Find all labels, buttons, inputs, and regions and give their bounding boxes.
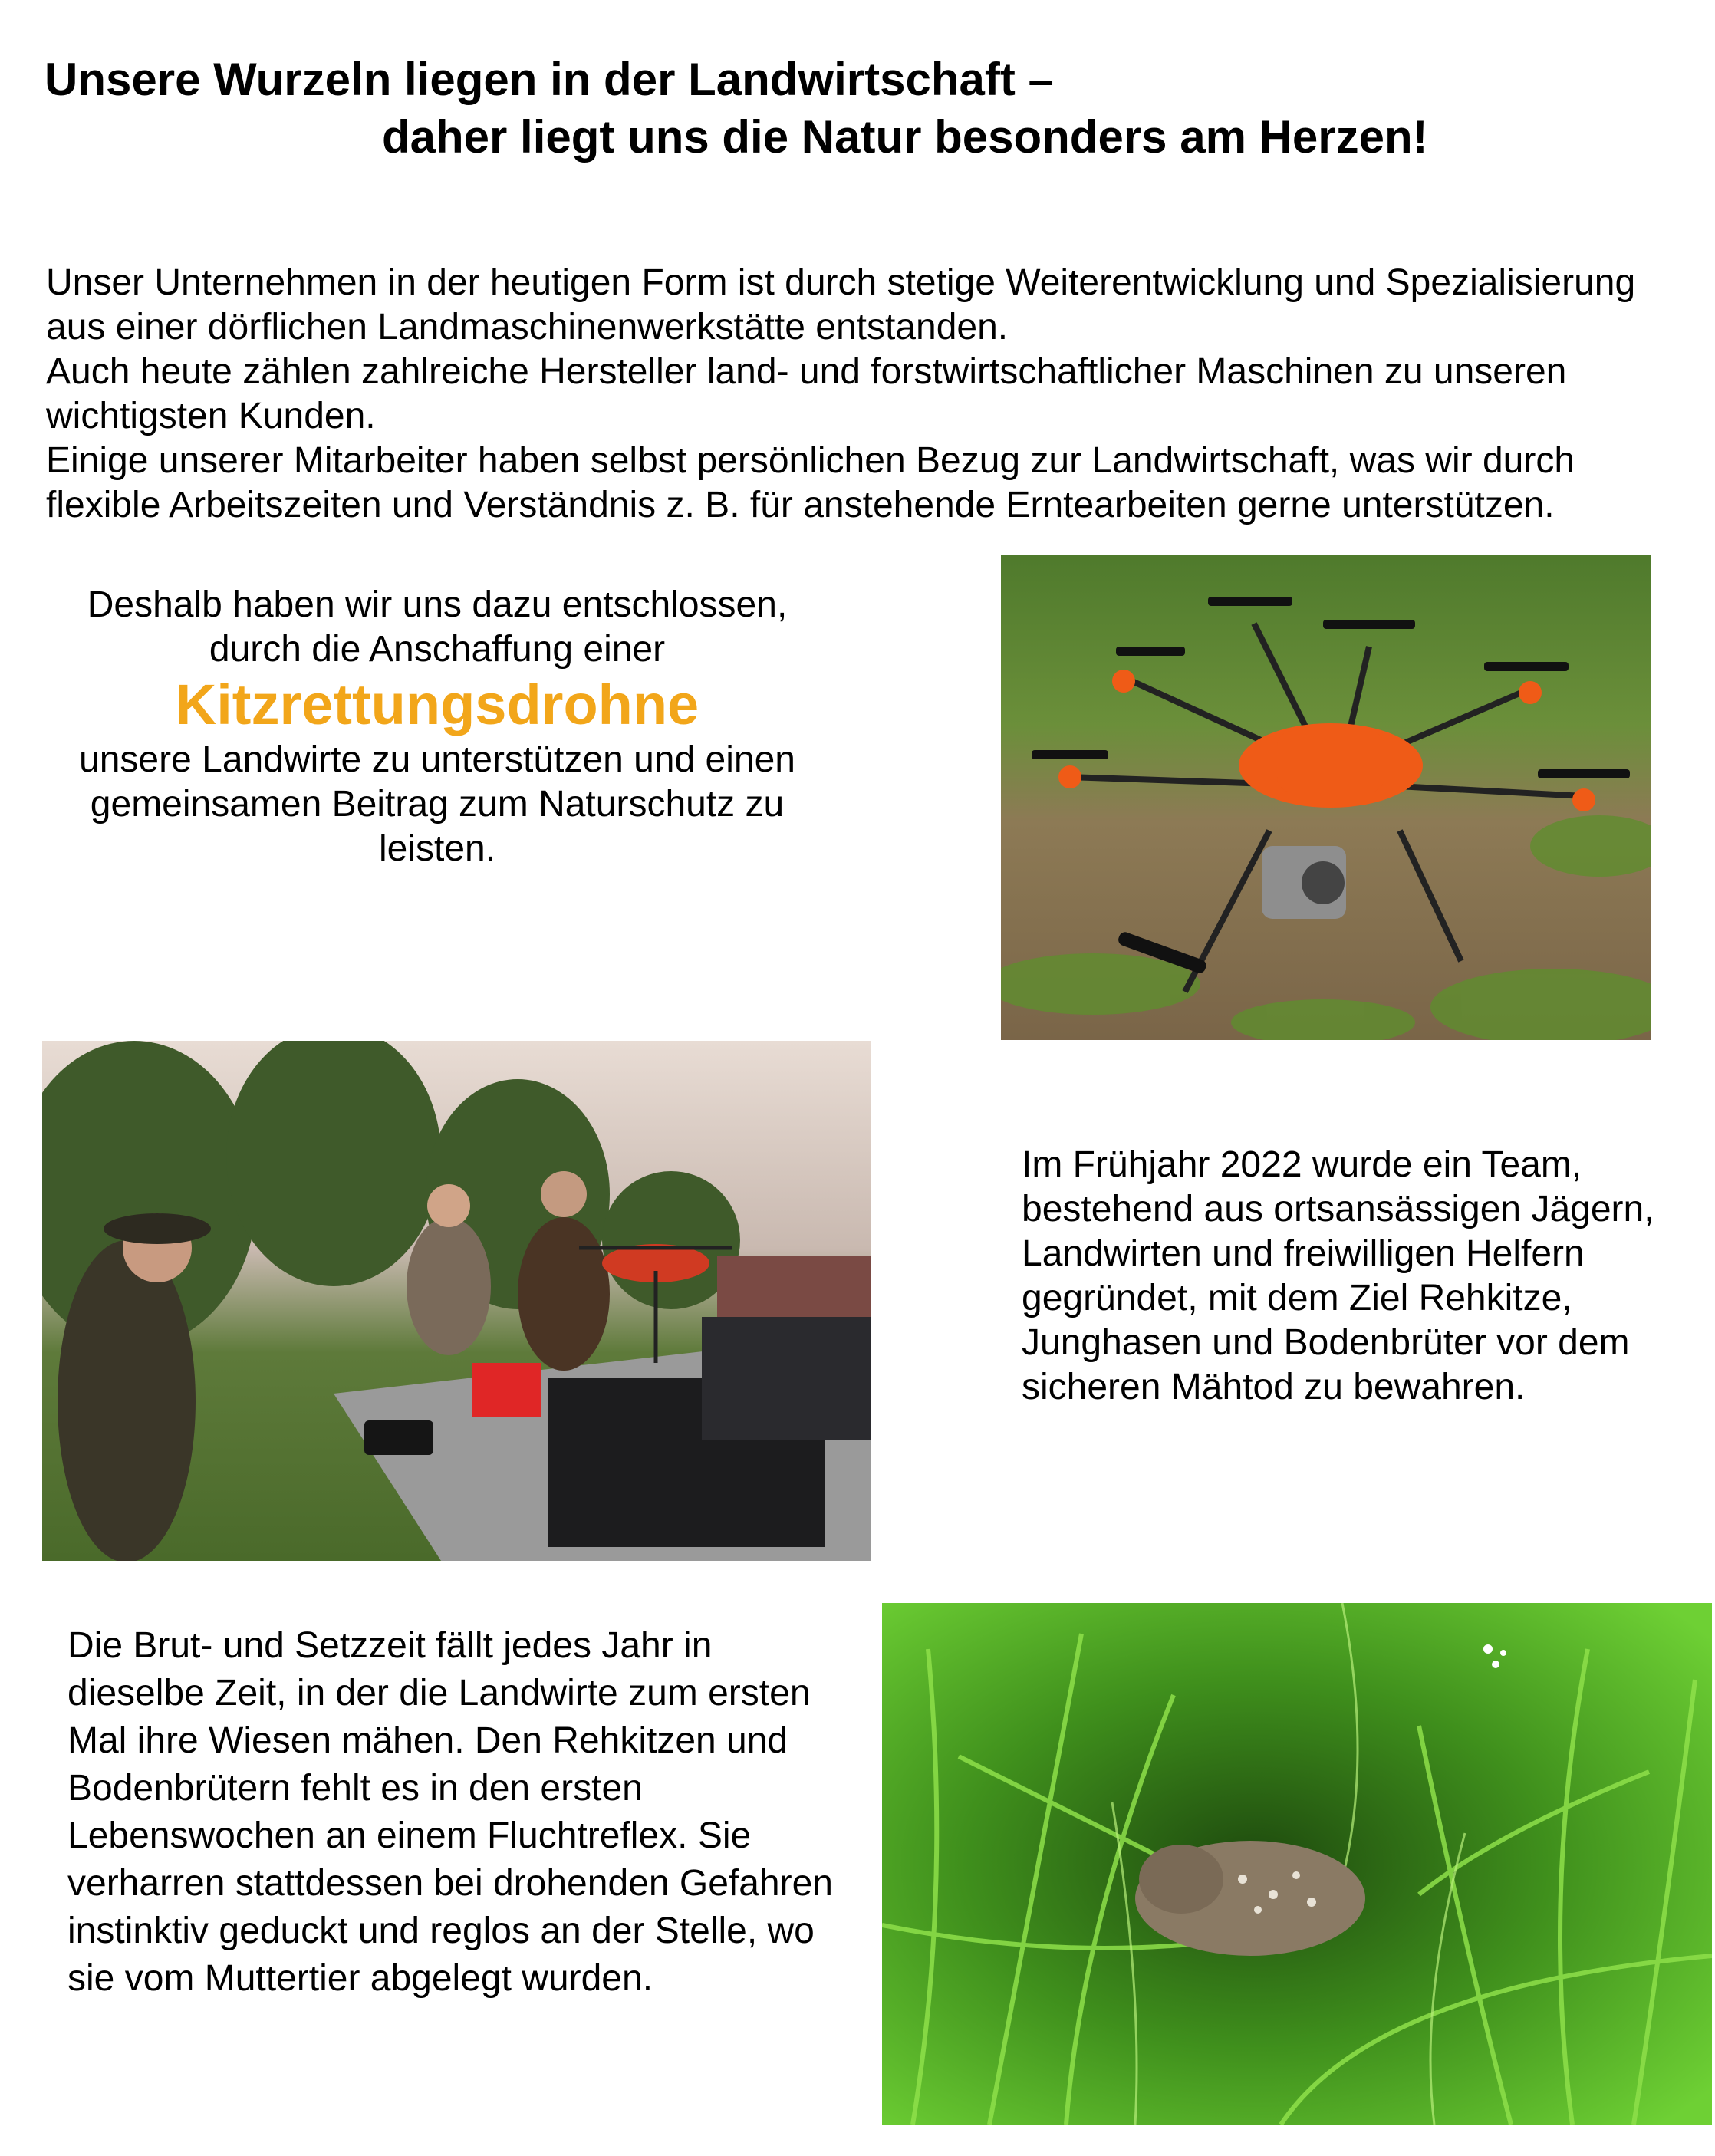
intro-paragraph: Einige unserer Mitarbeiter haben selbst persönlichen Bezug zur Landwirtschaft, was wir durch flexible Arbeitszeiten und Verständnis z. B. für anstehende Erntearbeiten gerne unterstützen.: [46, 440, 1575, 525]
drone-photo: [1001, 555, 1651, 1040]
kitz-highlight-word: Kitzrettungsdrohne: [175, 673, 699, 736]
page-title-line-1: Unsere Wurzeln liegen in der Landwirtschaft –: [44, 54, 1054, 105]
kitz-drone-section: [42, 583, 832, 871]
team-text: Im Frühjahr 2022 wurde ein Team, bestehend aus ortsansässigen Jägern, Landwirten und freiwilligen Helfern gegründet, mit dem Ziel Rehkitze, Junghasen und Bodenbrüter vor dem sicheren Mähtod zu bewahren.: [1022, 1144, 1654, 1407]
intro-paragraph: Unser Unternehmen in der heutigen Form ist durch stetige Weiterentwicklung und Spezialisierung aus einer dörflichen Landmaschinenwerkstätte entstanden.: [46, 262, 1636, 347]
team-photo: [42, 1041, 871, 1561]
intro-paragraph: Auch heute zählen zahlreiche Hersteller land- und forstwirtschaftlicher Maschinen zu unseren wichtigsten Kunden.: [46, 351, 1567, 436]
kitz-intro-text: Deshalb haben wir uns dazu entschlossen, durch die Anschaffung einer: [87, 584, 788, 670]
fawn-photo: [882, 1603, 1712, 2125]
page-title-line-2: daher liegt uns die Natur besonders am Herzen!: [382, 111, 1428, 163]
intro-section: [46, 261, 1687, 528]
kitz-outro-text: unsere Landwirte zu unterstützen und einen gemeinsamen Beitrag zum Naturschutz zu leisten.: [79, 739, 795, 869]
breeding-season-section: [67, 1622, 842, 2003]
team-section: [1022, 1143, 1681, 1410]
breeding-season-text: Die Brut- und Setzzeit fällt jedes Jahr in dieselbe Zeit, in der die Landwirte zum ersten Mal ihre Wiesen mähen. Den Rehkitzen und Bodenbrütern fehlt es in den ersten Lebenswochen an einem Fluchtreflex. Sie verharren stattdessen bei drohenden Gefahren instinktiv geduckt und reglos an der Stelle, wo sie vom Muttertier abgelegt wurden.: [67, 1625, 833, 1999]
